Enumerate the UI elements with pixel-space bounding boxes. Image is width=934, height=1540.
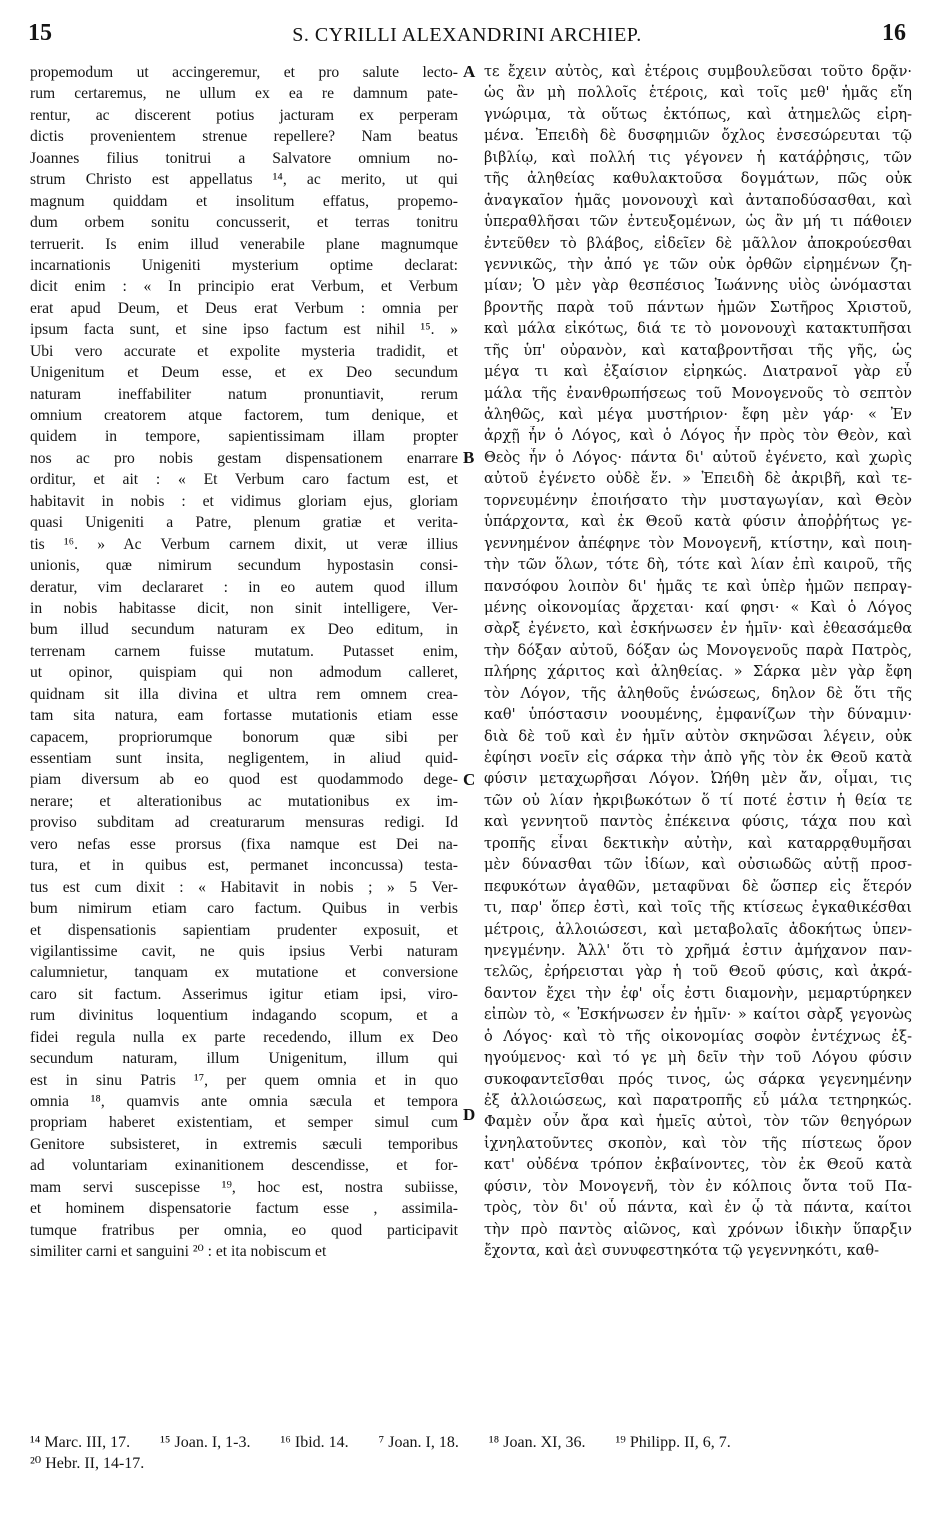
- text-line: πεφυκότων ἀγαθῶν, μεταφῦναι δὲ ὥσπερ εἰς ἕτερόν: [484, 878, 912, 895]
- text-line: bum illud secundum naturam ex Deo editum, in: [30, 621, 458, 639]
- text-line: τι, παρ' ὅπερ ἐστὶ, καὶ τοῖς τῆς κτίσεως ἐγκαθικέσθαι: [484, 900, 912, 917]
- text-line: ipsum facta sunt, et sine ipso factum est nihil ¹⁵. »: [30, 321, 458, 339]
- text-line: tumque fratribus per omnia, eo quod participavit: [30, 1221, 458, 1239]
- text-line: vero nefas esse prorsus (fixa namque est Dei na-: [30, 835, 458, 853]
- text-line: propemodum ut accingeremur, et pro salute lecto-: [30, 64, 458, 81]
- text-line: ἔχοντα, καὶ ἀεὶ συνυφεστηκότα τῷ γεγεννηκότι, καθ-: [484, 1243, 880, 1260]
- greek-column: [484, 62, 912, 1263]
- text-line: ηγούμενος· καὶ τό γε μὴ δεῖν τὴν τοῦ Λόγου φύσιν: [484, 1050, 912, 1067]
- text-line: deratur, vim declararet : in eo autem quod illum: [30, 578, 458, 596]
- text-line: τῶν οὐ λίαν ἠκριβωκότων ὅ τί ποτέ ἐστιν ἡ θεία τε: [484, 792, 912, 809]
- text-line: tam sita natura, eam fortasse mutationis etiam esse: [30, 707, 458, 725]
- text-line: διὰ δὲ τοῦ καὶ ἐν ἡμῖν αὐτὸν σκηνῶσαι λέγειν, οὐκ: [484, 728, 912, 745]
- text-line: Φαμὲν οὖν ἄρα καὶ ἡμεῖς αὐτοὶ, τὸν τῶν θεηγόρων: [484, 1114, 912, 1131]
- text-line: nerare; et alterationibus ac mutationibus ex im-: [30, 792, 458, 810]
- footnote-line-2: [30, 1453, 906, 1474]
- footnote-14: ¹⁴ Marc. III, 17.: [30, 1434, 131, 1451]
- running-title: S. CYRILLI ALEXANDRINI ARCHIEP.: [292, 24, 642, 46]
- text-line: tis ¹⁶. » Ac Verbum carnem dixit, ut veræ illius: [30, 535, 458, 553]
- text-line: mam servi suscepisse ¹⁹, hoc est, nostra subiisse,: [30, 1178, 458, 1196]
- footnote-17: ⁷ Joan. I, 18.: [378, 1434, 459, 1451]
- text-line: rum divinitus loquentium indagando scopum, et a: [30, 1007, 458, 1025]
- text-line: omnium creatorem atque factorem, tum denique, et: [30, 407, 458, 424]
- text-line: καὶ μάλα εἰκότως, διά τε τὸ μονονουχὶ κατακτυπῆσαι: [484, 321, 912, 338]
- text-line: rentur, ac discerent potius jacturam ex perperam: [30, 106, 458, 124]
- text-line: πλήρης χάριτος καὶ ἀληθείας. » Σάρκα μὲν γὰρ ἔφη: [484, 664, 912, 681]
- text-line: ἐξ ἀλλοιώσεως, καὶ παρατροπῆς εὖ μάλα τετηρηκώς.: [484, 1093, 912, 1109]
- text-line: magnum quiddam et insolitum effatus, propemo-: [30, 192, 458, 210]
- text-line: habitavit in nobis : et vidimus gloriam ejus, gloriam: [30, 492, 458, 510]
- text-line: ἐφίησι νοεῖν εἰς σάρκα τὴν ἀπὸ γῆς τὸν ἐκ Θεοῦ κατὰ: [484, 750, 912, 766]
- text-line: γεννικῶς, τὴν ἀπό γε τῶν οὐκ ὀρθῶν εἰρημένων ζη-: [484, 256, 912, 273]
- section-marker-c: C: [463, 770, 476, 789]
- text-line: tus est cum dixit : « Habitavit in nobis ; » 5 Ver-: [30, 878, 458, 896]
- text-line: μίαν; Ὁ μὲν γὰρ θεσπέσιος Ἰωάννης υἱὸς ὠνόμασται: [484, 278, 912, 295]
- text-line: ἀληθῶς, καὶ μέγα μυστήριον· ἔφη μὲν γάρ· « Ἐν: [484, 407, 912, 423]
- text-line: omnia ¹⁸, quamvis ante omnia sæcula et tempora: [30, 1093, 458, 1110]
- text-line: τὴν τῶν ὅλων, τότε δὴ, τότε καὶ λίαν ἐπὶ καιροῦ, τῆς: [484, 557, 912, 574]
- text-line: Unigenitum et Deum esse, et ex Deo secundum: [30, 364, 458, 382]
- text-line: τῆς ὑπ' οὐρανὸν, καὶ καταβροντῆσαι τῆς γῆς, ὡς: [484, 342, 912, 359]
- text-line: ὡς ἂν μὴ πολλοῖς ἑτέροις, καὶ τοῖς μεθ' ἡμᾶς εἴη: [484, 85, 912, 102]
- text-line: φύσιν, τὸν Μονογενῆ, τὸν ἐν κόλποις ὄντα τοῦ Πα-: [484, 1178, 912, 1195]
- text-line: incarnationis Unigeniti mysterium optime declarat:: [30, 256, 458, 274]
- text-line: secundum naturam, illum Unigenitum, illum qui: [30, 1050, 458, 1068]
- text-line: βροντῆς παρὰ τοῦ πάντων ἡμῶν Σωτῆρος Χριστοῦ,: [484, 299, 912, 316]
- footnote-15: ¹⁵ Joan. I, 1-3.: [160, 1434, 251, 1451]
- text-line: nos ac pro nobis gestam dispensationem enarrare: [30, 449, 458, 467]
- footnote-line-1: [30, 1432, 906, 1453]
- text-line: dictis provenientem strenue repellere? Nam beatus: [30, 128, 458, 146]
- text-line: ηνεγμένην. Ἀλλ' ὅτι τὸ χρῆμά ἐστιν ἀμήχανον παν-: [484, 942, 912, 959]
- section-marker-d: D: [463, 1105, 476, 1124]
- footnote-16: ¹⁶ Ibid. 14.: [280, 1434, 349, 1451]
- text-line: αὐτοῦ ἐγένετο οὐδὲ ἕν. » Ἐπειδὴ δὲ ἀκριβῆ, καὶ τε-: [484, 471, 912, 488]
- text-line: μένα. Ἐπειδὴ δὲ δυσφημιῶν ὄχλος ἐνσεσώρευται τῷ: [484, 128, 912, 145]
- latin-column: [30, 62, 458, 1263]
- text-line: εἰπὼν τὸ, « Ἐσκήνωσεν ἐν ἡμῖν· » καίτοι σὰρξ γεγονὼς: [484, 1007, 912, 1024]
- text-line: ad voluntariam exinanitionem descendisse, et for-: [30, 1157, 458, 1175]
- text-line: τὴν πρὸ παντὸς αἰῶνος, καὶ χρόνων ἰδικὴν ὕπαρξιν: [484, 1221, 912, 1238]
- text-line: τελῶς, ἐρήρεισται γὰρ ἡ τοῦ Θεοῦ φύσις, καὶ ἀκρά-: [484, 964, 912, 981]
- text-line: quidnam sit illa divina et ultra rem omnem crea-: [30, 685, 458, 703]
- text-line: quidem in tempore, sapientissimam illam propter: [30, 428, 458, 446]
- text-line: σὰρξ ἐγένετο, καὶ ἐσκήνωσεν ἐν ἡμῖν· καὶ ἐθεασάμεθα: [484, 621, 912, 638]
- footnotes: [30, 1432, 906, 1474]
- text-line: βιβλίῳ, καὶ πολλή τις γέγονεν ἡ κατάῤῥησις, τῶν: [484, 149, 912, 166]
- page-header: [28, 20, 906, 62]
- text-line: καθ' ὑπόστασιν νοουμένης, ἐμφανίζων τὴν δύναμιν·: [484, 707, 912, 724]
- text-line: unionis, quæ nimirum secundum hypostasin consi-: [30, 557, 458, 575]
- text-line: et dispensationis sapientiam prudenter exposuit, et: [30, 921, 458, 939]
- text-line: τορνευμένην ἐποιήσατο τὴν μυσταγωγίαν, καὶ Θεὸν: [484, 492, 912, 509]
- text-line: ἀρχῇ ἦν ὁ Λόγος, καὶ ὁ Λόγος ἦν πρὸς τὸν Θεὸν, καὶ: [484, 428, 912, 445]
- text-line: vigilantissime cavit, ne quis ipsius Verbi naturam: [30, 942, 458, 960]
- text-line: naturam ineffabiliter natum pronuntiavit, rerum: [30, 385, 458, 403]
- text-line: ἰχνηλατοῦντες σκοπὸν, καὶ τὸν τῆς πίστεως ὅρον: [484, 1135, 912, 1152]
- text-line: calumnietur, tanquam ex mutatione et conversione: [30, 964, 458, 982]
- text-line: δαντον ἔχει τὴν ἐφ' οἷς ἐστι διαμονὴν, μεμαρτύρηκεν: [484, 985, 912, 1002]
- text-line: similiter carni et sanguini ²⁰ : et ita nobiscum et: [30, 1243, 327, 1261]
- text-line: πανσόφου λοιπὸν δι' ἡμᾶς τε καὶ ὑπὲρ ἡμῶν πεπραγ-: [484, 578, 912, 595]
- text-line: capacem, propriorumque bonorum quæ sibi per: [30, 728, 458, 746]
- text-line: μάλα τῆς ἐνανθρωπήσεως τοῦ Μονογενοῦς τὸ σεπτὸν: [484, 385, 912, 402]
- text-line: terruerit. Is enim illud venerabile plane magnumque: [30, 235, 458, 253]
- text-line: τροπῆς εἶναι δεκτικὴν αὐτὴν, καὶ καταρρᾳθυμῆσαι: [484, 835, 912, 852]
- text-line: dum orbem sonitu concusserit, et terras tonitru: [30, 214, 458, 232]
- text-line: ut opinor, quispiam qui non admodum calleret,: [30, 664, 458, 682]
- text-line: τὸν Λόγον, τῆς ἀληθοῦς ἑνώσεως, δηλον δὲ ὅτι τῆς: [484, 685, 912, 702]
- text-line: propriam haberet existentiam, et semper simul cum: [30, 1114, 458, 1132]
- text-line: Genitore subsisteret, in extremis sæculi temporibus: [30, 1135, 458, 1153]
- text-line: μένης οἰκονομίας ἄρχεται· καί φησι· « Καὶ ὁ Λόγος: [484, 599, 912, 616]
- text-line: ὑπεραθλῆσαι τῶν ἐντευξομένων, ὡς ἂν μή τι πάθοιεν: [484, 214, 912, 231]
- section-marker-a: A: [463, 62, 476, 81]
- text-line: κατ' οὐδένα τρόπον ἐκβαίνοντες, τὸν ἐκ Θεοῦ κατὰ: [484, 1157, 912, 1174]
- footnote-18: ¹⁸ Joan. XI, 36.: [488, 1434, 586, 1451]
- text-line: piam diversum ab eo quod est quodammodo dege-: [30, 771, 458, 789]
- text-line: φύσιν μεταχωρῆσαι Λόγον. Ὠήθη μὲν ἄν, οἶμαι, τις: [484, 771, 912, 788]
- text-line: γεννημένον ἀπέφηνε τὸν Μονογενῆ, κτίστην, καὶ ποιη-: [484, 535, 912, 552]
- text-line: caro sit factum. Asserimus igitur etiam ipsi, viro-: [30, 985, 458, 1003]
- text-line: τρὸς, τὸν δι' οὗ πάντα, καὶ ἐν ᾧ τὰ πάντα, καίτοι: [484, 1200, 912, 1217]
- text-line: proviso subditam ad creaturarum mensuras redigi. Id: [30, 814, 458, 832]
- text-line: μέγα τι καὶ ἐξαίσιον εἰρηκώς. Διατρανοῖ γὰρ εὖ: [484, 364, 912, 381]
- text-line: Θεὸς ἦν ὁ Λόγος· πάντα δι' αὐτοῦ ἐγένετο, καὶ χωρὶς: [484, 449, 912, 466]
- text-line: erat apud Deum, et Deus erat Verbum : omnia per: [30, 299, 458, 317]
- text-line: μὲν δύνασθαι τῶν ἰδίων, καὶ οὐσιωδῶς αὐτῇ προσ-: [484, 857, 912, 874]
- text-line: ἐντεῦθεν τὸ βλάβος, εἰδεῖεν δὲ μᾶλλον ἀποκρούεσθαι: [484, 235, 912, 252]
- text-line: τῆς ἀληθείας καθυλακτοῦσα δογμάτων, πῶς οὐκ: [484, 171, 912, 188]
- text-line: μέτροις, ἀλλοιώσεσι, καὶ μεταβολαῖς ἀδοκήτως ὑπεν-: [484, 921, 912, 938]
- section-marker-b: B: [463, 448, 475, 467]
- text-line: terrenam carnem fuisse mutatum. Putasset enim,: [30, 642, 458, 660]
- text-line: Joannes filius tonitrui a Salvatore omnium no-: [30, 149, 458, 167]
- text-line: ὑπάρχοντα, καὶ ἐκ Θεοῦ κατὰ φύσιν ἀποῤῥήτως γε-: [484, 514, 912, 531]
- text-line: τὴν δόξαν αὐτοῦ, δόξαν ὡς Μονογενοῦς παρὰ Πατρὸς,: [484, 642, 912, 659]
- text-line: in nobis habitasse dicit, non sinit intelligere, Ver-: [30, 599, 458, 617]
- text-line: essentiam sunt insita, negligentem, in aliud quid-: [30, 750, 458, 767]
- page-number-left: 15: [28, 20, 52, 46]
- footnote-20: ²⁰ Hebr. II, 14-17.: [30, 1455, 145, 1472]
- text-line: γνώριμα, τὰ οὕτως ἐκτόπως, καὶ ἀτημελῶς εἰρη-: [484, 106, 912, 123]
- text-line: quasi Unigeniti a Patre, plenum gratiæ et verita-: [30, 514, 458, 532]
- text-line: συκοφαντεῖσθαι πρός τινος, ὡς σάρκα γεγενημένην: [484, 1071, 912, 1088]
- text-line: dicit enim : « In principio erat Verbum, et Verbum: [30, 278, 458, 296]
- page-number-right: 16: [882, 20, 906, 46]
- text-line: orditur, et ait : « Et Verbum caro factum est, et: [30, 471, 458, 489]
- text-line: fidei regula nulla ex parte recedendo, illum ex Deo: [30, 1028, 458, 1046]
- text-line: καὶ γεννητοῦ παντὸς ἐπέκεινα φύσις, τάχα που καὶ: [484, 814, 912, 831]
- text-line: strum Christo est appellatus ¹⁴, ac merito, ut qui: [30, 171, 458, 189]
- footnote-19: ¹⁹ Philipp. II, 6, 7.: [615, 1434, 731, 1451]
- text-line: ὁ Λόγος· καὶ τὸ τῆς οἰκονομίας σοφὸν ἐντέχνως ἐξ-: [484, 1028, 912, 1045]
- text-line: tura, et in quibus est, permanet inconcussa) testa-: [30, 857, 458, 875]
- text-line: Ubi vero accurate et expolite mysteria tradidit, et: [30, 342, 458, 360]
- text-line: τε ἔχειν αὐτὸς, καὶ ἑτέροις συμβουλεῦσαι τοῦτο δρᾷν·: [484, 64, 912, 80]
- text-line: et hominem dispensatorie factum esse , assimila-: [30, 1200, 458, 1218]
- text-line: rum certaremus, ne ullum ex ea re damnum pate-: [30, 85, 458, 103]
- text-line: bum nimirum etiam caro factum. Quibus in verbis: [30, 900, 458, 918]
- text-line: ἀναγκαῖον ἡμᾶς μονονουχὶ καὶ ἀνταποδύσασθαι, καὶ: [484, 192, 912, 209]
- text-line: est in sinu Patris ¹⁷, per quem omnia et in quo: [30, 1071, 458, 1089]
